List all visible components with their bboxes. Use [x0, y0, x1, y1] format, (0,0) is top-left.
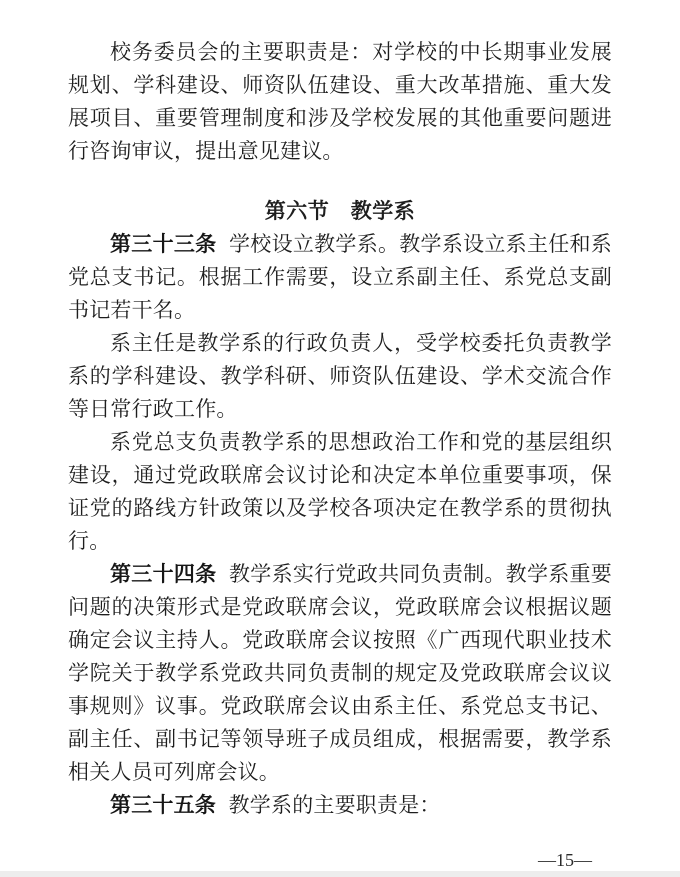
paragraph-article-33: [68, 228, 612, 327]
article-33-body: 学校设立教学系。教学系设立系主任和系党总支书记。根据工作需要，设立系副主任、系党总支副书记若干名。: [68, 232, 613, 322]
article-35-body: 教学系的主要职责是：: [228, 793, 441, 817]
article-34-term: 第三十四条: [110, 563, 217, 586]
section-heading: 第六节 教学系: [264, 199, 416, 223]
article-35-term: 第三十五条: [110, 794, 216, 817]
page-number: —15—: [538, 850, 592, 870]
paragraph-article-34: [68, 558, 612, 789]
article-34-body: 教学系实行党政共同负责制。教学系重要问题的决策形式是党政联席会议，党政联席会议根据议题确定会议主持人。党政联席会议按照《广西现代职业技术学院关于教学系党政共同负责制的规定及党政联席会议议事规则》议事。党政联席会议由系主任、系党总支书记、副主任、副书记等领导班子成员组成，根据需要，教学系相关人员可列席会议。: [68, 562, 613, 784]
scan-edge-strip: [0, 871, 680, 877]
article-33-term: 第三十三条: [110, 233, 217, 256]
paragraph-party-branch: 系党总支负责教学系的思想政治工作和党的基层组织建设，通过党政联席会议讨论和决定本单位重要事项，保证党的路线方针政策以及学校各项决定在教学系的贯彻执行。: [68, 430, 612, 553]
paragraph-article-35: [68, 789, 612, 822]
paragraph-committee-duties: 校务委员会的主要职责是：对学校的中长期事业发展规划、学科建设、师资队伍建设、重大改革措施、重大发展项目、重要管理制度和涉及学校发展的其他重要问题进行咨询审议，提出意见建议。: [68, 40, 612, 163]
paragraph-director-duties: 系主任是教学系的行政负责人，受学校委托负责教学系的学科建设、教学科研、师资队伍建设、学术交流合作等日常行政工作。: [68, 331, 612, 421]
